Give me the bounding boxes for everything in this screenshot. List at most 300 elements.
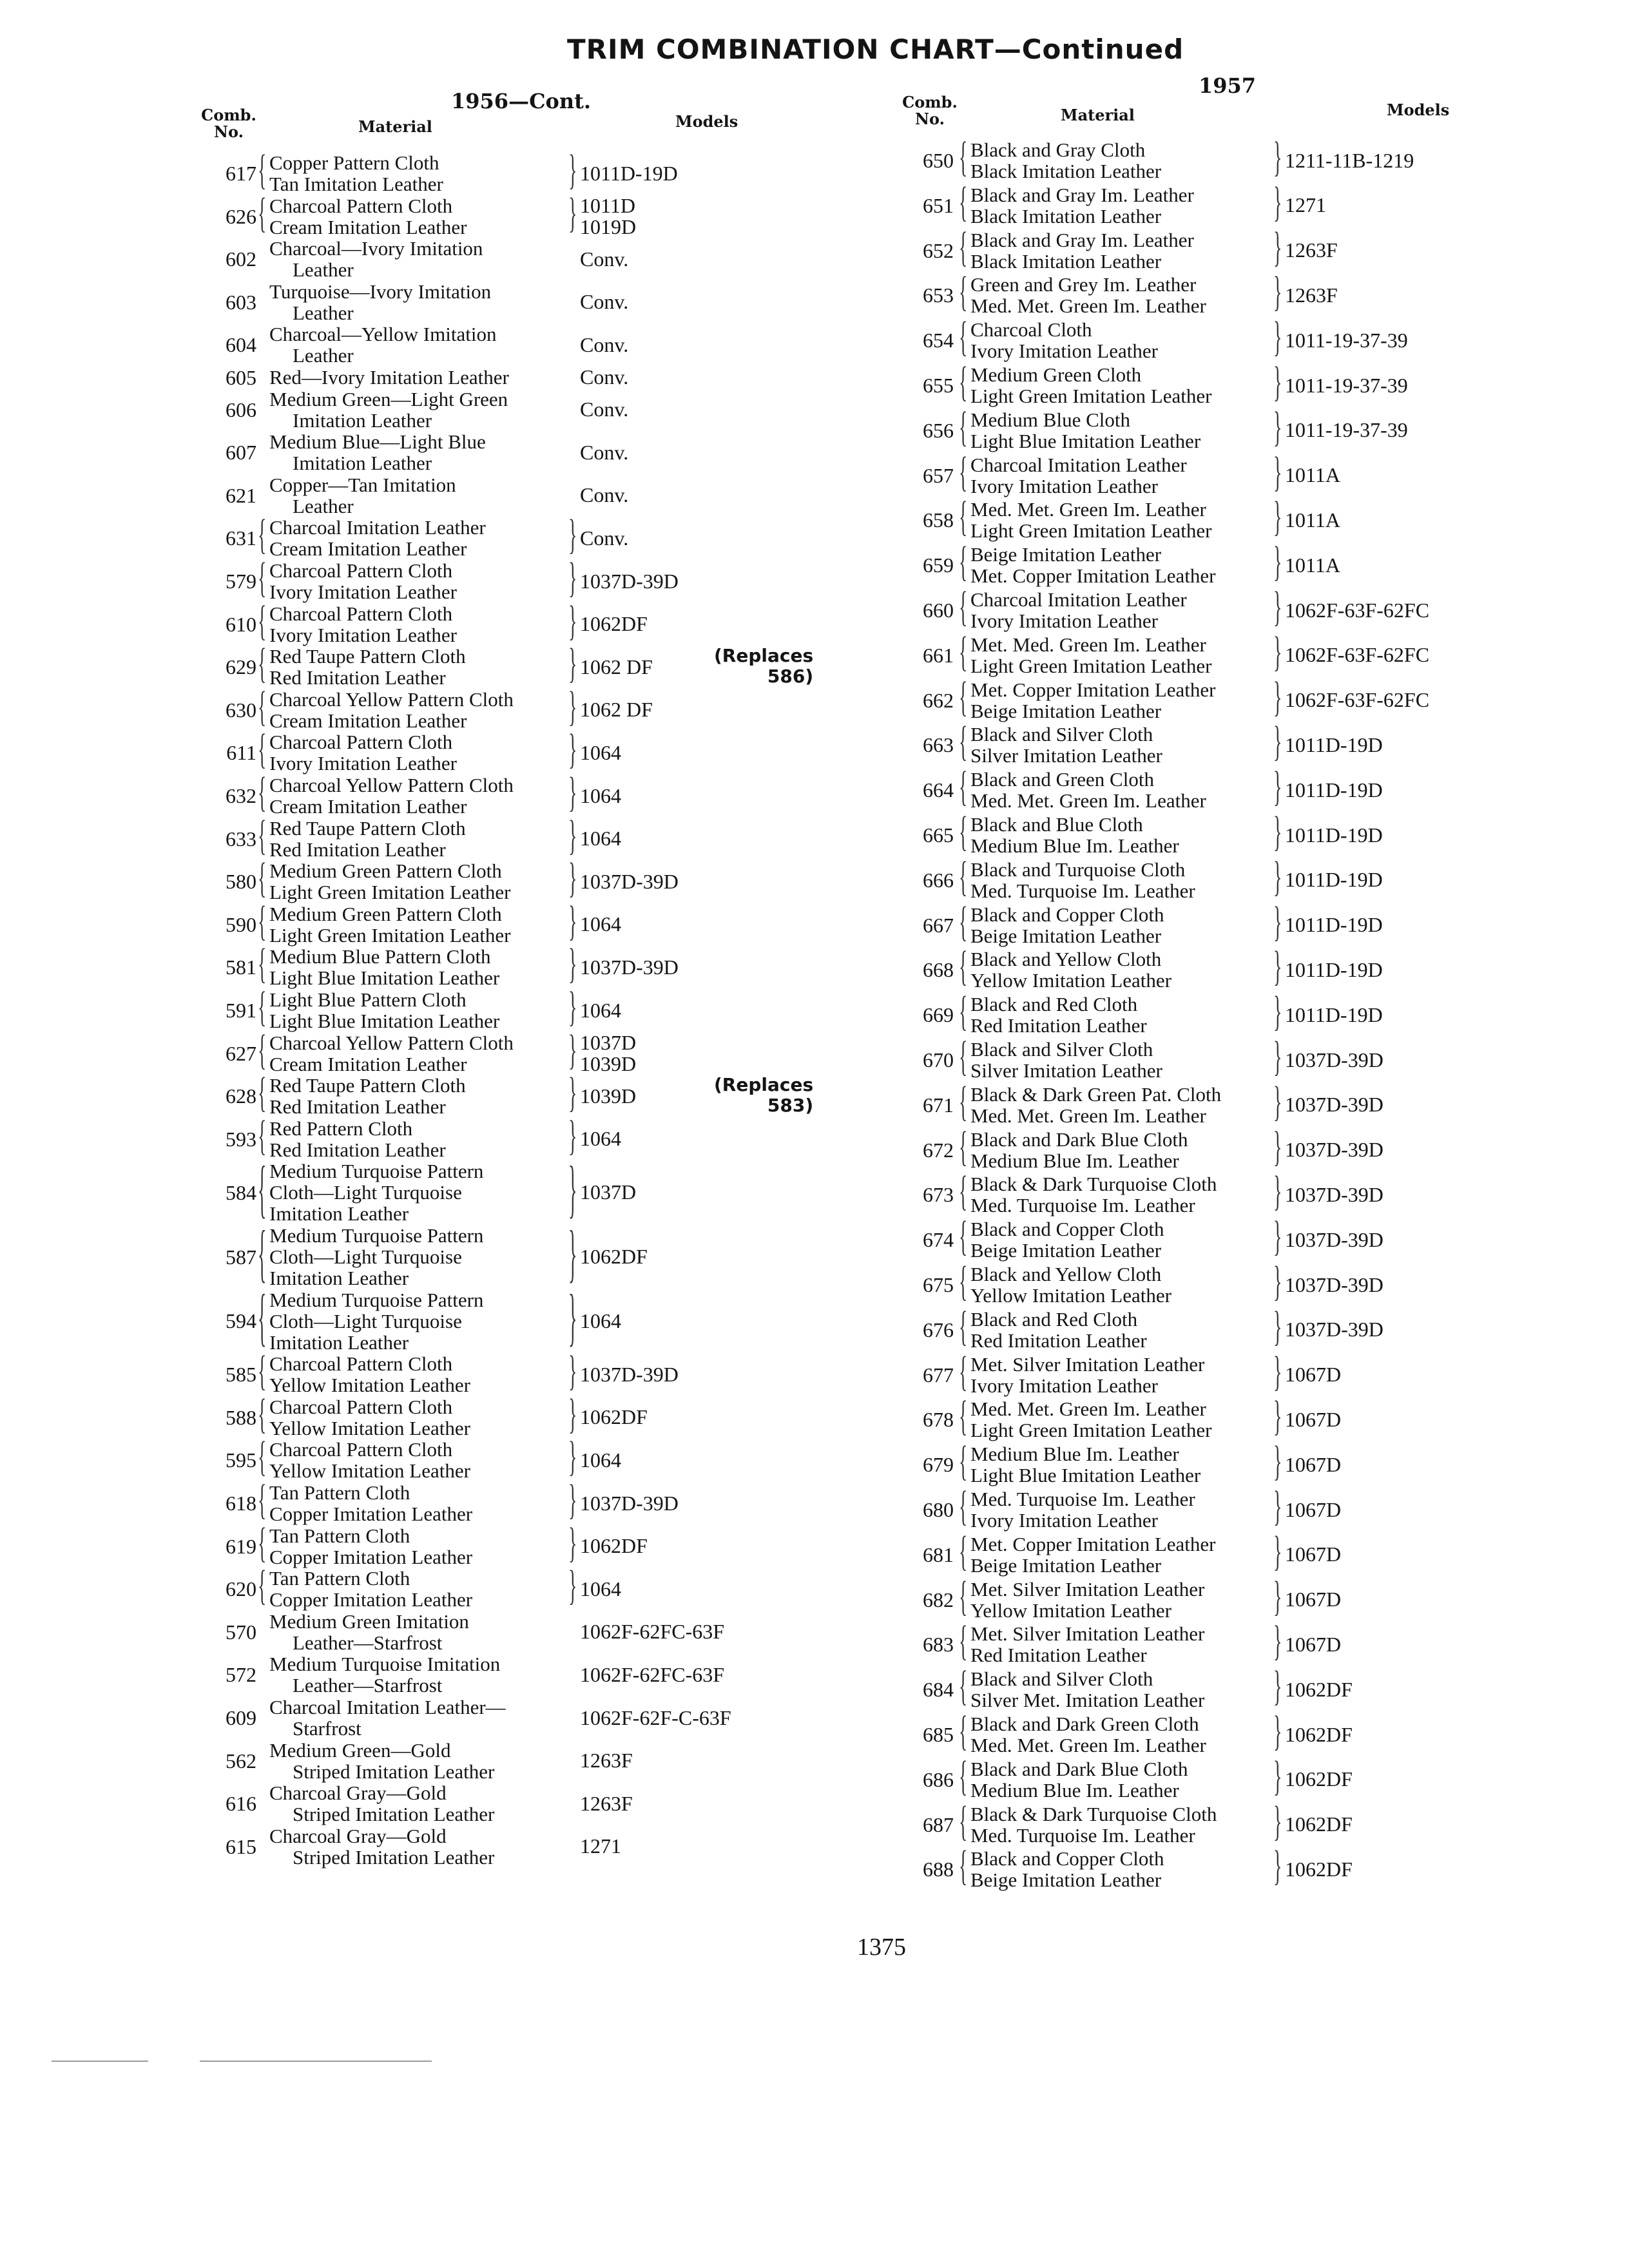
models-cell [580,1450,621,1471]
models-cell [1285,1319,1383,1340]
material-cell [970,1623,1204,1666]
models-cell [580,249,628,270]
models-cell [1285,1184,1383,1206]
model-code: 1067D [1285,1452,1342,1476]
material-line: Beige Imitation Leather [970,543,1162,566]
material-line: Charcoal Pattern Cloth [269,731,453,754]
comb-number: 674 [923,1228,954,1252]
material-line: Ivory Imitation Leather [970,340,1158,363]
models-cell [580,367,628,388]
right-brace-glyph: } [1273,1573,1282,1620]
model-code: 1037D-39D [580,955,679,979]
material-cell [269,474,456,517]
comb-number: 683 [923,1633,954,1657]
left-brace-glyph: { [959,224,968,271]
right-brace-glyph: } [1273,1078,1282,1125]
right-brace-glyph: } [1273,1168,1282,1215]
right-brace-glyph: } [1273,853,1282,900]
comb-number: 654 [923,329,954,352]
model-code: 1263F [580,1791,633,1815]
material-line: Black and Turquoise Cloth [970,858,1186,881]
material-line: Medium Green Pattern Cloth [269,860,502,883]
comb-number: 626 [226,204,256,228]
comb-number: 667 [923,913,954,937]
material-cell [970,814,1179,856]
material-line: Met. Copper Imitation Leather [970,1532,1216,1555]
right-brace-glyph: } [1273,1663,1282,1710]
models-cell [1285,1274,1383,1296]
comb-number: 633 [226,827,256,850]
material-line: Cream Imitation Leather [269,709,467,732]
models-cell [580,291,628,312]
right-brace-glyph: } [568,1282,577,1353]
material-line: Leather [293,301,354,324]
left-brace-glyph: { [959,718,968,765]
material-line: Ivory Imitation Leather [970,610,1158,632]
comb-number: 664 [923,778,954,802]
models-cell [1285,1229,1383,1251]
model-code: 1011-19-37-39 [1285,328,1408,352]
left-brace-glyph: { [258,1476,267,1524]
models-cell [580,871,679,892]
material-cell [970,319,1158,361]
model-code: 1062DF [1285,1857,1353,1881]
left-brace-glyph: { [258,640,267,687]
material-cell [269,1782,494,1825]
material-cell [269,367,509,388]
model-code: 1011D-19D [1285,823,1383,847]
material-line: Charcoal—Yellow Imitation [269,323,497,346]
models-cell [1285,959,1383,981]
models-cell [1285,1094,1383,1115]
right-brace-glyph: } [568,554,577,602]
model-code: 1067D [1285,1363,1342,1387]
models-cell [580,785,621,807]
material-cell [970,1579,1204,1621]
material-line: Ivory Imitation Leather [970,1509,1158,1532]
replaces-note-line: (Replaces [714,645,814,667]
material-line: Light Green Imitation Leather [269,923,511,947]
material-line: Black and Gray Cloth [970,139,1146,161]
material-line: Med. Met. Green Im. Leather [970,1734,1206,1756]
comb-number: 655 [923,374,954,397]
material-line: Charcoal Pattern Cloth [269,1438,453,1461]
material-cell [970,724,1162,766]
model-code: 1037D-39D [580,569,679,593]
models-cell [580,613,648,635]
material-line: Striped Imitation Leather [293,1803,495,1826]
material-line: Cream Imitation Leather [269,537,467,561]
material-line: Black Imitation Leather [970,249,1162,273]
material-cell [269,1353,470,1396]
material-cell [970,1398,1211,1441]
comb-number: 631 [226,526,256,550]
comb-number: 672 [923,1138,954,1162]
material-line: Med. Turquoise Im. Leather [970,1194,1195,1217]
right-brace-glyph: } [1273,943,1282,990]
material-line: Black and Copper Cloth [970,903,1164,926]
model-code: Conv. [580,365,629,389]
left-brace-glyph: { [959,1663,968,1710]
material-line: Light Blue Imitation Leather [970,429,1201,452]
model-code: Conv. [580,398,629,421]
material-cell [269,818,466,860]
model-code: 1067D [1285,1542,1342,1566]
right-brace-glyph: } [568,1476,577,1524]
comb-number: 665 [923,823,954,847]
material-line: Light Blue Pattern Cloth [269,988,467,1011]
comb-number: 671 [923,1093,954,1117]
right-year-heading: 1957 [1199,73,1257,98]
material-line: Cloth—Light Turquoise [269,1309,462,1332]
material-line: Copper Imitation Leather [269,1503,473,1525]
right-brace-glyph: } [1273,178,1282,226]
material-line: Black and Gray Im. Leather [970,183,1194,206]
comb-number: 660 [923,599,954,622]
comb-number: 603 [226,290,256,314]
right-brace-glyph: } [568,812,577,859]
right-brace-glyph: } [1273,224,1282,271]
models-cell [1285,240,1338,261]
models-cell [580,1182,636,1203]
right-comb-no-header [894,94,965,128]
comb-number: 680 [923,1498,954,1521]
model-code: 1064 [580,1127,621,1151]
model-code: 1062DF [580,612,648,636]
material-cell [269,1825,494,1868]
right-brace-glyph: } [1273,539,1282,586]
model-code: 1037D-39D [1285,1227,1383,1251]
right-brace-glyph: } [568,983,577,1031]
comb-number: 659 [923,553,954,577]
material-cell [970,544,1216,586]
material-line: Met. Silver Imitation Leather [970,1352,1205,1376]
material-cell [970,1848,1164,1890]
right-brace-glyph: } [568,640,577,687]
replaces-note-line: 583) [767,1095,814,1117]
material-line: Black Imitation Leather [970,160,1162,182]
material-line: Black and Yellow Cloth [970,1263,1162,1285]
left-brace-glyph: { [258,1348,267,1395]
comb-number: 594 [226,1309,256,1333]
material-line: Med. Met. Green Im. Leather [970,789,1206,812]
model-code: 1062F-62FC-63F [580,1662,725,1686]
scan-mark [52,2061,148,2062]
material-line: Green and Grey Im. Leather [970,273,1197,296]
material-cell [970,1533,1216,1576]
models-cell [1285,914,1383,936]
left-brace-glyph: { [959,358,968,406]
model-code: 1037D-39D [1285,1138,1383,1162]
material-line: Leather—Starfrost [293,1674,443,1697]
material-cell [970,1668,1204,1711]
left-brace-glyph: { [959,1258,968,1305]
right-brace-glyph: } [1273,1393,1282,1440]
material-line: Medium Turquoise Pattern [269,1160,484,1183]
material-line: Medium Blue Im. Leather [970,1443,1179,1466]
material-cell [269,646,466,688]
material-cell [970,1309,1147,1351]
material-line: Black and Yellow Cloth [970,948,1162,971]
model-code: 1011D-19D [1285,913,1383,937]
material-line: Imitation Leather [293,452,432,475]
model-code: 1263F [1285,283,1338,307]
models-cell [1285,1364,1341,1385]
comb-number: 661 [923,643,954,667]
model-code: 1037D-39D [580,869,679,893]
material-cell [970,409,1200,452]
material-line: Yellow Imitation Leather [269,1416,470,1439]
models-cell [1285,1769,1353,1790]
left-brace-glyph: { [959,808,968,856]
model-code: 1062DF [580,1405,648,1429]
material-line: Black and Silver Cloth [970,1667,1153,1691]
material-cell [269,946,499,988]
left-brace-glyph: { [959,1843,968,1890]
model-code: 1039D [580,1084,637,1108]
material-line: Imitation Leather [269,1202,409,1225]
right-brace-glyph: } [1273,1483,1282,1530]
material-cell [269,1482,472,1524]
left-brace-glyph: { [959,178,968,226]
model-code: 1011D-19D [1285,733,1383,756]
material-line: Medium Turquoise Pattern [269,1288,484,1311]
model-code: Conv. [580,290,629,314]
models-cell [1285,1050,1383,1071]
right-brace-glyph: } [568,1390,577,1437]
material-line: Copper—Tan Imitation [269,473,456,496]
material-line: Medium Blue—Light Blue [269,430,486,454]
model-code: 1062DF [1285,1767,1353,1791]
material-line: Medium Green Imitation [269,1610,469,1633]
right-brace-glyph: } [568,1026,577,1073]
models-cell [1285,330,1408,351]
material-line: Charcoal Pattern Cloth [269,559,453,582]
material-cell [269,281,491,323]
comb-number: 593 [226,1127,256,1151]
left-brace-glyph: { [258,146,267,194]
models-cell [1285,735,1383,756]
right-no-label: No. [915,110,945,128]
model-code: Conv. [580,247,629,271]
comb-number: 606 [226,398,256,421]
material-line: Ivory Imitation Leather [269,581,457,603]
model-code: 1263F [580,1749,633,1773]
material-line: Leather [293,494,354,517]
material-line: Black and Silver Cloth [970,723,1153,746]
material-line: Silver Imitation Leather [970,1059,1162,1082]
model-code: 1062DF [1285,1677,1353,1701]
comb-number: 658 [923,508,954,532]
left-brace-glyph: { [959,943,968,990]
comb-number: 615 [226,1834,256,1858]
material-cell [269,731,457,774]
model-code: 1037D [580,1180,637,1204]
material-line: Leather [293,258,354,282]
material-cell [269,389,508,431]
model-code: 1062DF [580,1245,648,1268]
material-cell [970,1084,1221,1126]
material-line: Turquoise—Ivory Imitation [269,280,492,303]
material-line: Charcoal Pattern Cloth [269,194,453,217]
material-line: Red Taupe Pattern Cloth [269,1074,466,1097]
material-line: Black and Dark Green Cloth [970,1713,1199,1735]
material-line: Charcoal Pattern Cloth [269,1352,453,1376]
left-brace-glyph: { [959,1573,968,1620]
material-line: Imitation Leather [293,408,432,432]
material-line: Beige Imitation Leather [970,924,1162,947]
material-cell [269,1118,446,1160]
material-line: Medium Turquoise Imitation [269,1653,501,1676]
material-cell [970,1218,1164,1261]
left-brace-glyph: { [959,1393,968,1440]
material-line: Light Green Imitation Leather [970,385,1212,407]
comb-number: 656 [923,418,954,442]
replaces-note [714,646,813,687]
material-cell [269,1075,466,1117]
material-line: Charcoal Yellow Pattern Cloth [269,687,514,711]
material-line: Black and Dark Blue Cloth [970,1128,1188,1151]
models-cell [580,528,628,549]
left-brace-glyph: { [959,314,968,361]
material-cell [970,364,1211,407]
right-brace-glyph: } [1273,1258,1282,1305]
material-line: Med. Met. Green Im. Leather [970,1104,1206,1127]
right-brace-glyph: } [568,769,577,816]
comb-number: 668 [923,958,954,982]
material-cell [970,1443,1200,1486]
right-brace-glyph: } [1273,764,1282,811]
left-brace-glyph: { [258,812,267,859]
material-line: Black and Dark Blue Cloth [970,1757,1188,1780]
material-cell [970,274,1206,316]
left-brace-glyph: { [959,853,968,900]
right-brace-glyph: } [1273,1843,1282,1890]
right-brace-glyph: } [1273,673,1282,720]
material-cell [269,517,486,559]
models-cell [580,1000,621,1021]
material-cell [970,589,1187,631]
material-cell [269,560,457,602]
model-code: 1271 [1285,193,1326,217]
models-cell [580,1311,621,1332]
material-cell [269,1160,483,1224]
right-brace-glyph: } [1273,1123,1282,1170]
material-cell [269,860,510,903]
model-code: 1062F-63F-62FC [1285,598,1430,622]
material-line: Met. Copper Imitation Leather [970,564,1216,588]
right-brace-glyph: } [1273,1798,1282,1845]
models-cell [1285,1004,1383,1026]
model-code: 1211-11B-1219 [1285,148,1414,172]
material-line: Red Taupe Pattern Cloth [269,645,466,668]
comb-number: 627 [226,1041,256,1065]
right-brace-glyph: } [1273,1753,1282,1800]
models-cell [1285,600,1429,621]
material-line: Tan Imitation Leather [269,173,443,195]
comb-number: 632 [226,784,256,807]
model-code: Conv. [580,526,629,550]
material-line: Charcoal Yellow Pattern Cloth [269,1031,514,1054]
material-line: Black & Dark Turquoise Cloth [970,1173,1217,1196]
models-cell [580,1579,621,1600]
right-brace-glyph: } [1273,133,1282,181]
left-brace-glyph: { [959,539,968,586]
right-brace-glyph: } [568,1154,577,1225]
comb-number: 604 [226,333,256,357]
material-line: Charcoal—Ivory Imitation [269,237,483,260]
material-line: Silver Imitation Leather [970,744,1162,767]
material-cell [970,1129,1188,1171]
comb-number: 687 [923,1812,954,1836]
left-brace-glyph: { [258,898,267,945]
comb-number: 590 [226,912,256,936]
left-brace-glyph: { [959,583,968,631]
material-line: Copper Imitation Leather [269,1588,473,1611]
material-line: Medium Green Cloth [970,363,1142,386]
material-line: Light Green Imitation Leather [970,519,1212,543]
material-line: Black and Red Cloth [970,1307,1138,1331]
model-code: 1062F-62FC-63F [580,1620,725,1644]
comb-number: 595 [226,1448,256,1472]
comb-number: 609 [226,1706,256,1729]
material-line: Leather [293,344,354,367]
left-comb-label: Comb. [201,106,256,124]
left-brace-glyph: { [959,1798,968,1845]
models-cell [580,1707,731,1729]
material-cell [269,1032,514,1075]
material-cell [970,229,1194,272]
material-line: Striped Imitation Leather [293,1845,495,1869]
models-cell [1285,555,1340,576]
models-cell [580,163,678,184]
material-line: Charcoal Imitation Leather [970,588,1187,611]
models-cell [580,1750,633,1771]
models-cell [580,485,628,506]
material-line: Yellow Imitation Leather [269,1459,470,1483]
models-cell [580,195,636,238]
left-brace-glyph: { [959,1438,968,1485]
left-brace-glyph: { [258,726,267,773]
material-line: Ivory Imitation Leather [970,1374,1158,1397]
material-line: Black and Copper Cloth [970,1847,1164,1870]
comb-number: 652 [923,238,954,262]
left-brace-glyph: { [959,494,968,541]
material-line: Medium Turquoise Pattern [269,1224,484,1247]
comb-number: 662 [923,688,954,712]
material-line: Med. Turquoise Im. Leather [970,879,1195,902]
models-cell [580,1364,679,1385]
models-cell [1285,1409,1341,1430]
model-code: 1011D [580,193,635,217]
material-line: Cream Imitation Leather [269,1052,467,1075]
model-code: 1062F-62F-C-63F [580,1706,731,1729]
right-brace-glyph: } [568,512,577,559]
comb-number: 605 [226,365,256,389]
material-cell [970,1173,1217,1216]
replaces-note-line: (Replaces [714,1074,814,1096]
material-cell [970,994,1147,1036]
models-cell [1285,419,1408,441]
material-line: Light Blue Imitation Leather [970,1464,1201,1487]
models-cell [1285,375,1408,396]
comb-number: 620 [226,1577,256,1601]
left-brace-glyph: { [959,988,968,1035]
left-brace-glyph: { [959,628,968,675]
material-cell [970,634,1211,677]
left-brace-glyph: { [258,512,267,559]
comb-number: 581 [226,956,256,979]
